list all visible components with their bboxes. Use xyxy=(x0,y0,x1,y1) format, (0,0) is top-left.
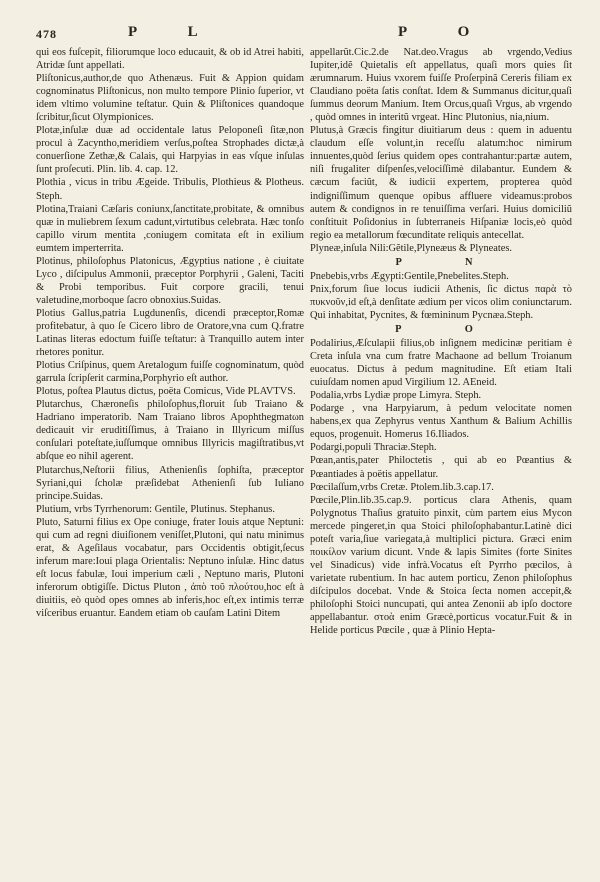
entry-plotus: Plotus, poſtea Plautus dictus, poëta Comicus, Vide PLAVTVS. xyxy=(36,386,296,398)
entry-plutarchus-nestorii: Plutarchus,Neſtorii filius, Athenienſis ſophiſta, præceptor Syriani,qui ſcholæ præſidebat Athenienſi ſub Iuliano principe.Suidas. xyxy=(36,464,304,502)
entry-text: appellarũt.Cic.2.de Nat.deo.Vragus ab vrgendo,Vedius Iupiter,idẽ Quietalis eſt appellatus, quaſi mors quies ſit ærumnarum. Huius vxorem fuiſſe Proſerpinã Cereris filiam ex Claudiano poëta ſatis conſtat. Idem & Summanus dicitur,quaſi ſummus deorum Manium. Item Orcus,quaſi Vrgus, ab vrgendo , quòd omnes in interitũ vrgeat. Hinc Plutonius, nia,nium. xyxy=(310,47,572,124)
entry-plutarchus: Plutarchus, Chæroneſis philoſophus,floruit ſub Traiano & Hadriano imperatorib. Nam Traiano libros Apophthegmatωn dedicauit vir eruditiſſimus, à Traiano in Illyricum miſſus conſulari poteſtate,iuſſumque omnibus Illyricis magiſtratibus,vt abſque eo nihil agerent. xyxy=(36,399,304,463)
entry-pluto: Pluto, Saturni filius ex Ope coniuge, frater Iouis atque Neptuni: qui cum ad regni diuiſionem veniſſet,Plutoni, qui natu minimus erat, & Ageſilaus vocabatur, pars Occidentis obtigit,ſecus inferum mare:Ioui plaga Orientalis: Neptuno inſulæ. Hinc datus eſt locus fabulæ, Ioui imperium cæli , Neptuno maris, Plutoni inferorum obtigiſſe. Dictus Pluton , ἀπὸ τοῦ πλούτου,hoc eſt à diuitiis, eò quòd opes omnes ab inferis,hoc eſt,ex intimis terræ viſceribus eruantur. Eandem etiam ob cauſam Latini Ditem xyxy=(36,516,304,620)
entry-plotius-gallus: Plotius Gallus,patria Lugdunenſis, dicendi præceptor,Romæ profitebatur, à quo ſe Cicero libro de Oratore,vna cum Q.fratre Latinas literas edoctum fuiſſe teſtatur: à Tranquillo autem inter rhetores ponitur. xyxy=(36,307,304,359)
entry-plutus: Plutus,à Græcis fingitur diuitiarum deus : quem in aduentu claudum eſſe volunt,in receſſu alatum:hoc nimirum innuentes,quòd ſerius quidem opes contrahantur:partæ autem, niſi frugaliter diſpenſes,velociſſimè dilabantur. Eundem & cæcum faciũt, & iudicii expertem, propterea quòd indigniſſimum quenque opibus affluere videamus:probos autem & condignos in re tenuiſſima verſari. Huius domiciliũ conſtituit Poſidonius in ſubterraneis Hiſpaniæ locis,eò quòd regio ea metallorum fœcunditate reliquis antecellat. xyxy=(310,125,572,241)
entry-plyneae: Plyneæ,inſula Nili:Gẽtile,Plyneæus & Plyneates. xyxy=(310,242,513,254)
left-column xyxy=(36,46,304,620)
running-head-left: P L xyxy=(128,24,208,40)
entry-plistonicus: Pliſtonicus,author,de quo Athenæus. Fuit & Appion quidam cognominatus Pliſtonicus, non multo tempore Plinio ſuperior, vt idem vltimo volumine teſtatur. Quin & Pliſtonices quandoque ſcribitur,ſicut Olympionices. xyxy=(36,73,304,124)
section-heading-pn: P N xyxy=(395,256,487,268)
entry-poecilassum: Pœcilaſſum,vrbs Cretæ. Ptolem.lib.3.cap.17. xyxy=(310,481,494,493)
entry-podarge: Podarge , vna Harpyiarum, à pedum velocitate nomen habens,ex qua Zephyrus ventus Xanthum & Balium Achillis equos, progenuit. Homerus 16.Iliados. xyxy=(310,403,572,441)
entry-plotius-crispinus: Plotius Criſpinus, quem Aretalogum fuiſſe cognominatum, quòd garrula ſcripſerit carmina,Porphyrio eſt author. xyxy=(36,360,304,385)
entry-plotina: Plotina,Traiani Cæſaris coniunx,ſanctitate,probitate, & omnibus quæ in muliebrem ſexum cadunt,virtutibus celebrata. Hæc tonſo capillo virum mentita ,coniugem comitata eſt in exilium eumtem imperterrita. xyxy=(36,203,304,254)
entry-plothia: Plothia , vicus in tribu Ægeide. Tribulis, Plothieus & Plotheus. Steph. xyxy=(36,177,304,202)
entry-poean: Pœan,antis,pater Philoctetis , qui ab eo Pœantius & Pœantiades à poëtis appellatur. xyxy=(310,455,572,480)
running-head-right: P O xyxy=(398,24,480,40)
entry-poecile: Pœcile,Plin.lib.35.cap.9. porticus clara Athenis, quam Polygnotus Thaſius gratuito pinxit, cùm partem eius Mycon mercede pingeret,in qua Stoici philoſophabantur.Latinè dici poteſt varia,ſiue variegata,à multiplici pictura. Græci enim ποικίλον varium dicunt. Vnde & lapis Simites (forte Sinites vel Sinadicus) vide infrà.Vocatus eſt Pyrrho pœcilos, à varietate rubentium. In hac autem porticu, Zenon philoſophus diſcipulos docebat. Vnde & Stoica ſecta nomen accepit,& philoſophi Stoici nuncupati, qui antea Zenonii ab ipſo doctore appellabantur. στοὰ enim Græcè,porticus vocatur.Fuit & in Helide porticus Pœcile , quæ à Plinio Hepta- xyxy=(310,494,572,637)
entry-podargi: Podargi,populi Thraciæ.Steph. xyxy=(310,442,437,454)
page-number: 478 xyxy=(36,27,57,41)
entry-podalirius: Podalirius,Æſculapii filius,ob inſignem medicinæ peritiam è Creta inſula vna cum fratre Machaone ad bellum Troianum euocatus. Dictus à pedum magnitudine. Eſt etiam Itali cuiuſdam nomen apud Virgilium 12. AEneid. xyxy=(310,338,572,389)
entry-plutium: Plutium, vrbs Tyrrhenorum: Gentile, Plutinus. Stephanus. xyxy=(36,503,275,515)
entry-text: qui eos fuſcepit, filiorumque loco educauit, & ob id Atrei habiti, Atridæ ſunt appellati. xyxy=(36,47,304,72)
entry-podalia: Podalia,vrbs Lydiæ prope Limyra. Steph. xyxy=(310,390,482,402)
entry-pnebebis: Pnebebis,vrbs Ægypti:Gentile,Pnebelites.Steph. xyxy=(310,270,509,282)
entry-plotinus: Plotinus, philoſophus Platonicus, Ægyptius natione , è ciuitate Lyco , diſcipulus Ammonii, præceptor Porphyrii , Galeni, Taciti & Probi temporibus. Fuit corpore gracili, tenui valetudine,morboque ſacro obnoxius.Suidas. xyxy=(36,255,304,306)
entry-plotae: Plotæ,inſulæ duæ ad occidentale latus Peloponeſi ſitæ,non procul à Zacyntho,meridiem verſus,poſtea Strophades dictæ,à conuerſione Zethæ,& Calais, qui Harpyias in eas vſque inſulas ſunt proſecuti. Plin. lib. 4. cap. 12. xyxy=(36,125,304,176)
section-heading-po: P O xyxy=(395,323,487,335)
entry-pnix: Pnix,forum ſiue locus iudicii Athenis, ſic dictus παρὰ τὸ πυκνοῦν,id eſt,à denſitate ædium per vicos olim coniunctarum. Qui inhabitat, Pycnites, & fœmininum Pycnæa.Steph. xyxy=(310,283,572,321)
right-column xyxy=(310,46,572,637)
